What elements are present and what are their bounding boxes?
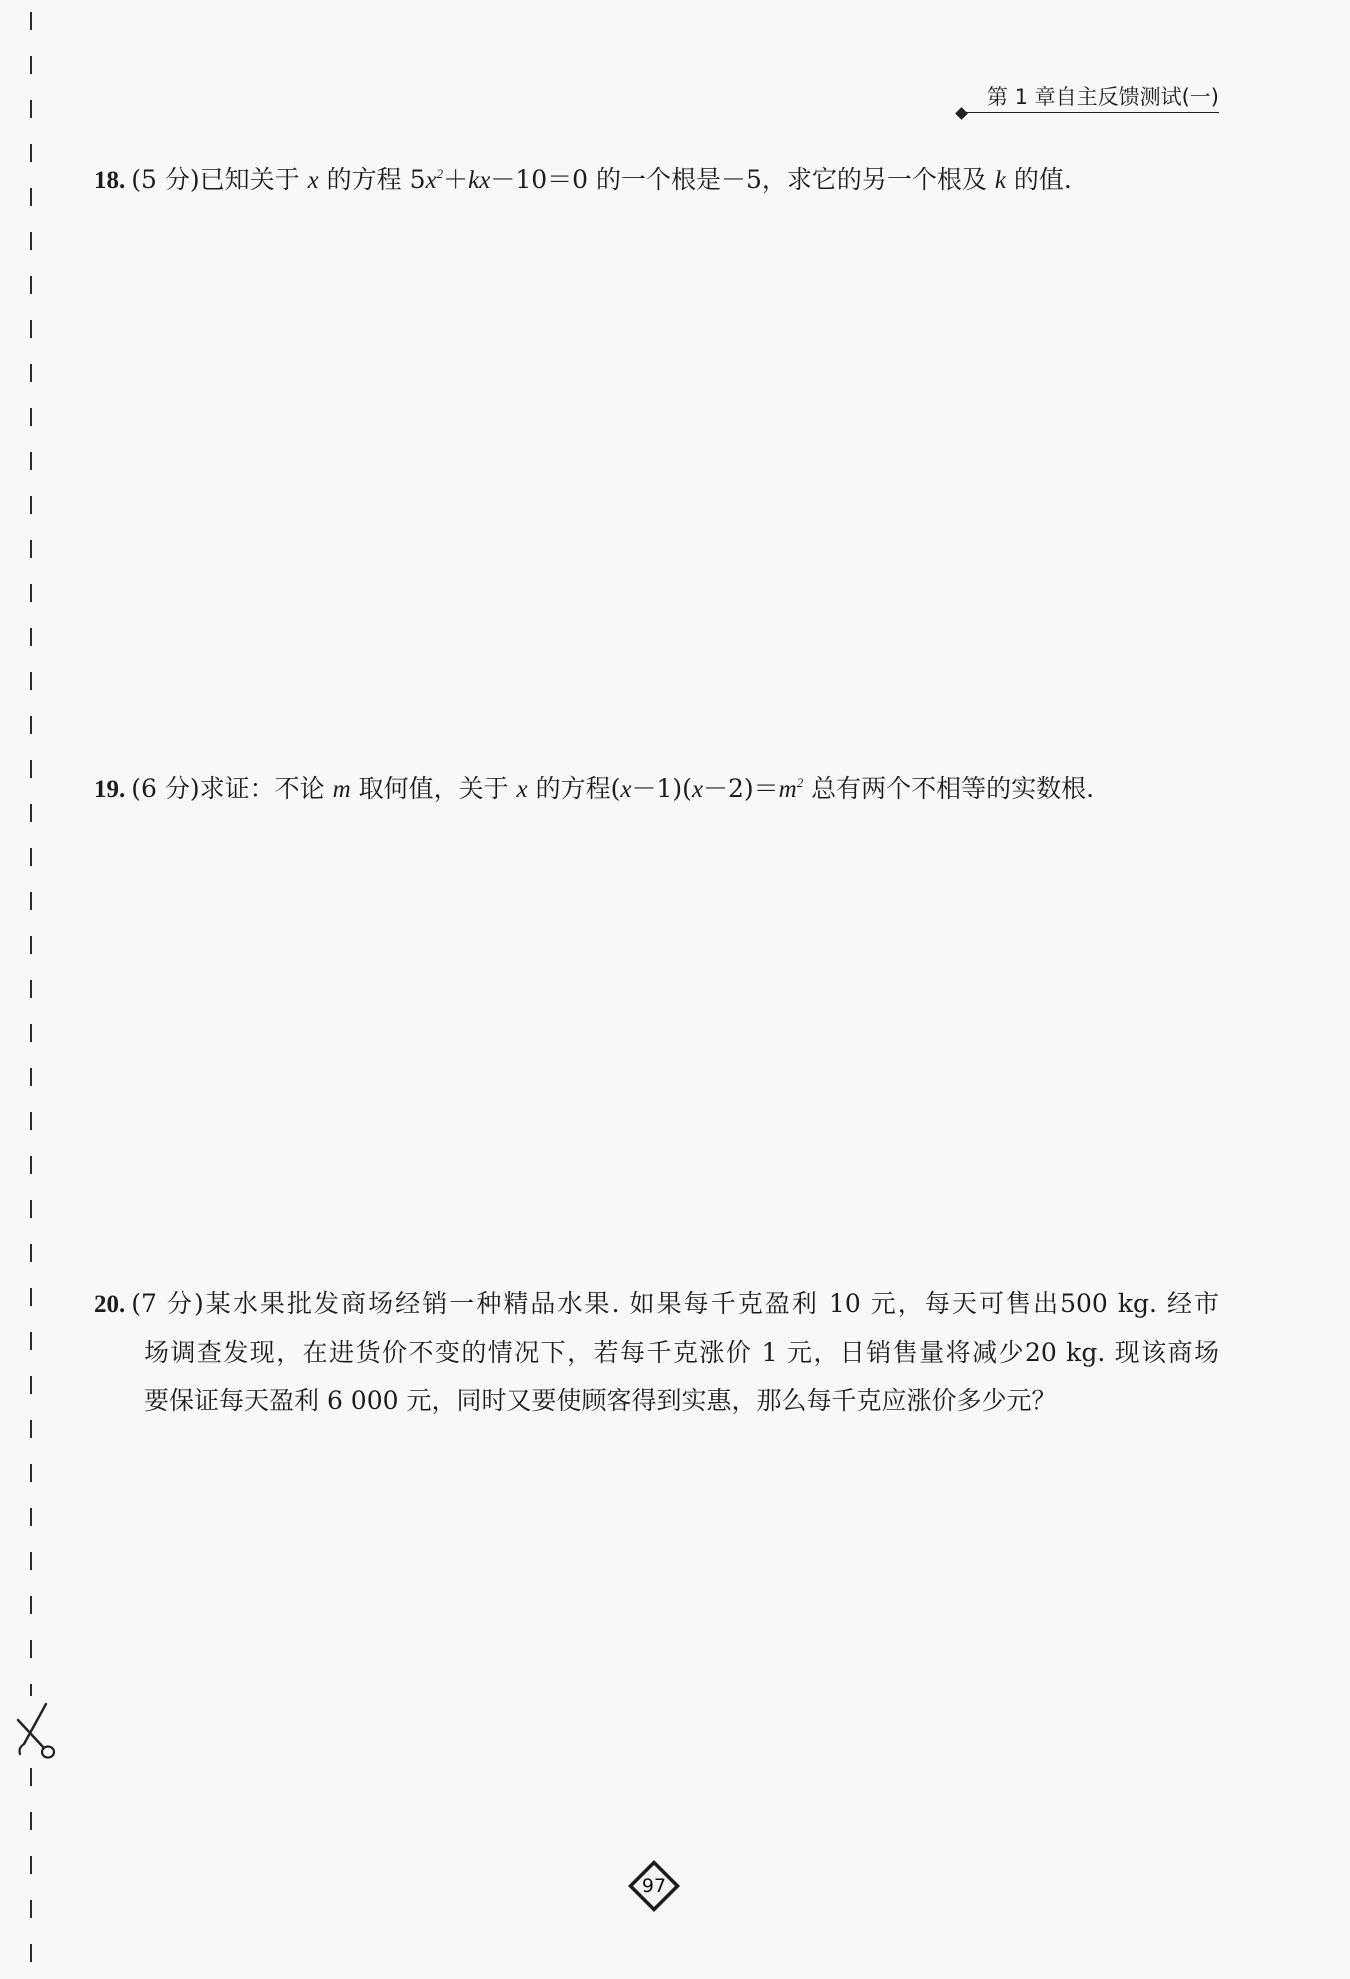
chapter-header — [963, 84, 1219, 113]
chapter-title: 第 1 章自主反馈测试(一) — [986, 85, 1219, 109]
math-variable: k — [994, 167, 1006, 194]
math-variable: m — [332, 776, 351, 803]
question-text: 总有两个不相等的实数根. — [803, 774, 1095, 803]
math-variable: m — [778, 776, 797, 803]
exponent: 2 — [796, 775, 804, 790]
question-number: 18. — [94, 167, 126, 194]
question-line — [94, 1329, 1219, 1377]
page-number: 97 — [641, 1875, 667, 1897]
question-text: (7 分)某水果批发商场经销一种精品水果. 如果每千克盈利 10 元，每天可售出500 kg. 经市 — [131, 1289, 1219, 1318]
question-line — [94, 163, 1072, 198]
question-line — [94, 772, 1094, 807]
question-line — [94, 1280, 1219, 1329]
question-text: 的方程( — [527, 774, 621, 803]
question-number: 20. — [94, 1291, 126, 1318]
math-variable: x — [307, 167, 319, 194]
math-variable: x — [425, 167, 437, 194]
question-text: 场调查发现，在进货价不变的情况下，若每千克涨价 1 元，日销售量将减少20 kg. 现该商场 — [144, 1338, 1219, 1367]
question-line — [94, 1377, 1219, 1425]
question-20 — [94, 1280, 1219, 1425]
question-18 — [94, 163, 1072, 198]
math-variable: x — [620, 776, 632, 803]
diamond-bullet-icon — [955, 107, 968, 120]
question-text: ＋ — [443, 165, 469, 194]
page-number-badge — [626, 1858, 682, 1914]
question-text: (5 分)已知关于 — [131, 165, 308, 194]
question-19 — [94, 772, 1094, 807]
math-variable: x — [691, 776, 703, 803]
scissors-icon — [14, 1700, 60, 1762]
question-text: 的方程 5 — [318, 165, 426, 194]
exponent: 2 — [436, 166, 444, 181]
question-text: (6 分)求证：不论 — [131, 774, 333, 803]
question-text: 要保证每天盈利 6 000 元，同时又要使顾客得到实惠，那么每千克应涨价多少元？ — [144, 1386, 1057, 1415]
question-number: 19. — [94, 776, 126, 803]
math-variable: kx — [468, 167, 491, 194]
cut-line-dashed — [30, 1768, 32, 1979]
question-text: 的值. — [1005, 165, 1072, 194]
question-text: －2)＝ — [702, 774, 779, 803]
question-text: －10＝0 的一个根是－5，求它的另一个根及 — [490, 165, 995, 194]
question-text: 取何值，关于 — [350, 774, 517, 803]
math-variable: x — [516, 776, 528, 803]
question-text: －1)( — [631, 774, 692, 803]
cut-line-dashed — [30, 12, 32, 1696]
